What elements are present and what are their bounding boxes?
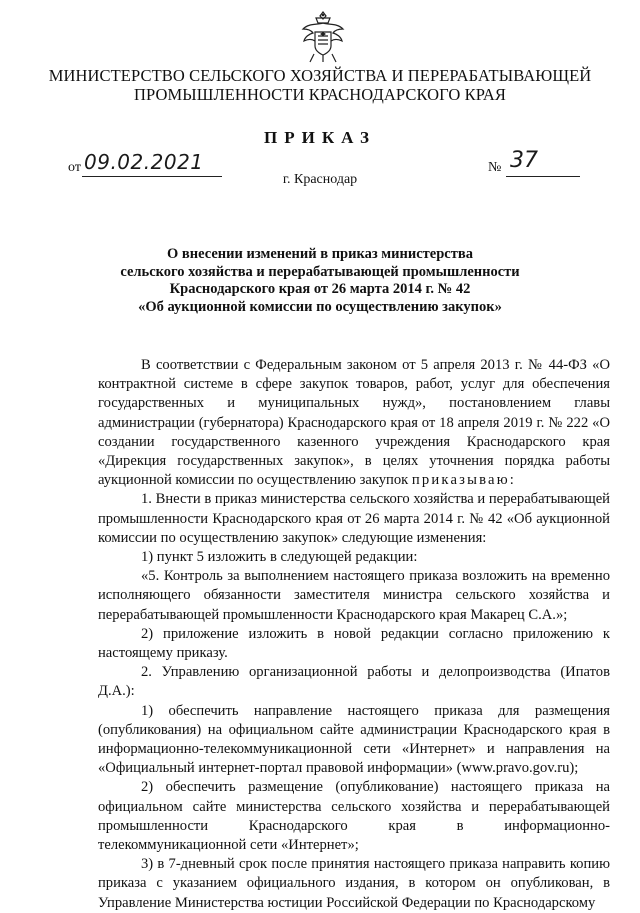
order-word: приказываю:: [411, 472, 517, 489]
document-body: [98, 356, 610, 913]
city: г. Краснодар: [282, 172, 358, 187]
number-prefix: №: [488, 160, 502, 175]
ministry-name-line2: ПРОМЫШЛЕННОСТИ КРАСНОДАРСКОГО КРАЯ: [133, 85, 507, 104]
preamble-text: В соответствии с Федеральным законом от 5 апреля 2013 г. № 44-ФЗ «О контрактной системе в сфере закупок товаров, работ, услуг для обеспечения государственных и муниципальных нужд», постановлением главы администрации (губернатора) Краснодарского края от 18 апреля 2019 г. № 222 «О создании государственного казенного учреждения Краснодарского края «Дирекция государственных закупок», в целях уточнения порядка работы аукционной комиссии по осуществлению закупок: [98, 357, 610, 489]
krasnodar-coat-of-arms-icon: [300, 10, 346, 64]
document-title: [60, 246, 580, 316]
paragraph-1-1: 1) пункт 5 изложить в следующей редакции:: [141, 549, 418, 566]
title-line2: сельского хозяйства и перерабатывающей промышленности: [120, 263, 520, 280]
ministry-name-line1: МИНИСТЕРСТВО СЕЛЬСКОГО ХОЗЯЙСТВА И ПЕРЕРАБАТЫВАЮЩЕЙ: [48, 66, 592, 85]
paragraph-1: 1. Внести в приказ министерства сельского хозяйства и перерабатывающей промышленности Краснодарского края от 26 марта 2014 г. № 42 «Об аукционной комиссии по осуществлению закупок» следующие изменения:: [98, 491, 610, 546]
paragraph-2-3: 3) в 7-дневный срок после принятия настоящего приказа направить копию приказа с указанием официального издания, в котором он опубликован, в Управление Министерства юстиции Российской Федерации по Краснодарскому: [98, 856, 610, 911]
paragraph-1-2: 2) приложение изложить в новой редакции согласно приложению к настоящему приказу.: [98, 625, 610, 662]
paragraph-preamble: [98, 356, 610, 490]
paragraph-1-1-text: «5. Контроль за выполнением настоящего приказа возложить на временно исполняющего обязанности заместителя министра сельского хозяйства и перерабатывающей промышленности Краснодарского края Макарец С.А.»;: [98, 568, 610, 623]
handwritten-number: 37: [510, 148, 538, 173]
title-line1: О внесении изменений в приказ министерства: [167, 246, 473, 262]
paragraph-2-2: 2) обеспечить размещение (опубликование) настоящего приказа на официальном сайте министерства сельского хозяйства и перерабатывающей промышленности Краснодарского края в информационно-телекоммуникационной сети «Интернет»;: [98, 779, 610, 854]
date-prefix: от: [68, 160, 81, 175]
ministry-name: [40, 66, 600, 104]
title-line3: Краснодарского края от 26 марта 2014 г. № 42: [169, 281, 471, 297]
paragraph-2: 2. Управлению организационной работы и делопроизводства (Ипатов Д.А.):: [98, 664, 610, 700]
document-type: ПРИКАЗ: [264, 128, 376, 147]
title-line4: «Об аукционной комиссии по осуществлению закупок»: [138, 298, 502, 315]
handwritten-date: 09.02.2021: [84, 150, 204, 174]
paragraph-2-1: 1) обеспечить направление настоящего приказа для размещения (опубликования) на официальном сайте администрации Краснодарского края в информационно-телекоммуникационной сети «Интернет» и направления на «Официальный интернет-портал правовой информации» (www.pravo.gov.ru);: [98, 702, 610, 777]
